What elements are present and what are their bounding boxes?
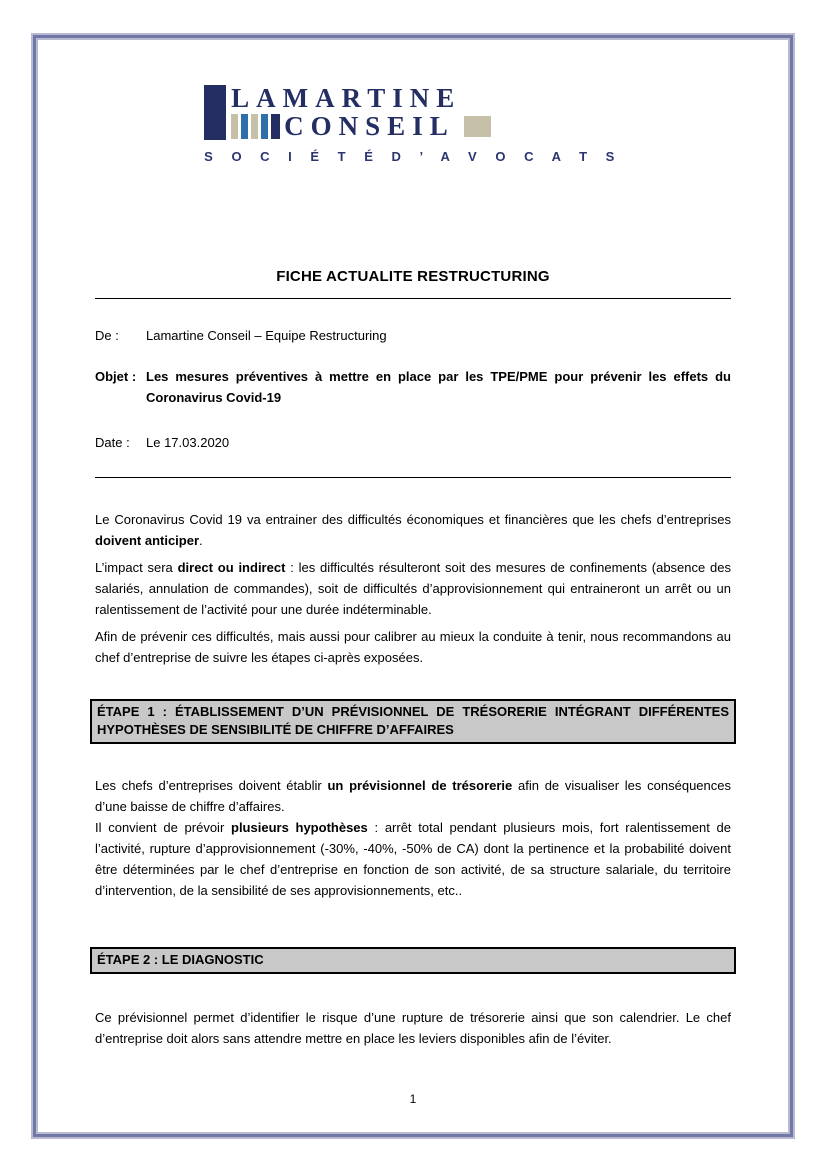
date-value: Le 17.03.2020 bbox=[146, 435, 230, 450]
logo-bar-icon bbox=[251, 114, 258, 139]
logo-bars-icon bbox=[231, 114, 280, 139]
logo-bar-icon bbox=[271, 114, 280, 139]
horizontal-rule bbox=[95, 477, 731, 478]
logo-name-line2: CONSEIL bbox=[284, 111, 455, 141]
date-label: Date : bbox=[95, 435, 130, 450]
logo-square-icon bbox=[464, 116, 491, 137]
paragraph-hypotheses: Il convient de prévoir plusieurs hypothèses : arrêt total pendant plusieurs mois, fort ralentissement de l’activité, rupture d’approvisionnement (-30%, -40%, -50% de CA) dont la pertinence et la probabilité doivent être déterminées par le chef d’entreprise en fonction de son activité, de sa structure salariale, du territoire d’intervention, de la sensibilité de ses approvisionnements, etc.. bbox=[95, 820, 731, 898]
page-border bbox=[33, 35, 793, 1137]
paragraph-impact: L’impact sera direct ou indirect : les difficultés résulteront soit des mesures de confinements (absence des salariés, annulation de commandes), soit de difficultés d’approvisionnement qui entraineront un arrêt ou un ralentissement de l’activité pour une durée indéterminable. bbox=[95, 560, 732, 617]
logo-block-icon bbox=[204, 85, 226, 140]
paragraph-previsionnel: Les chefs d’entreprises doivent établir un prévisionnel de trésorerie afin de visualiser les conséquences d’une baisse de chiffre d’affaires. bbox=[95, 778, 731, 814]
meta-row-subject bbox=[95, 366, 731, 408]
page-number: 1 bbox=[409, 1092, 417, 1106]
from-value: Lamartine Conseil – Equipe Restructuring bbox=[146, 328, 387, 343]
document-content bbox=[36, 38, 790, 1134]
section-header-etape-2: ÉTAPE 2 : LE DIAGNOSTIC bbox=[90, 947, 736, 974]
logo-mark bbox=[204, 85, 622, 140]
paragraph-recommendation: Afin de prévenir ces difficultés, mais aussi pour calibrer au mieux la conduite à tenir, nous recommandons au chef d’entreprise de suivre les étapes ci-après exposées. bbox=[95, 629, 731, 665]
subject-value: Les mesures préventives à mettre en place par les TPE/PME pour prévenir les effets du Coronavirus Covid-19 bbox=[146, 369, 731, 405]
page-title: FICHE ACTUALITE RESTRUCTURING bbox=[276, 268, 550, 285]
logo-bar-icon bbox=[241, 114, 248, 139]
paragraph-diagnostic: Ce prévisionnel permet d’identifier le risque d’une rupture de trésorerie ainsi que son calendrier. Le chef d’entreprise doit alors sans attendre mettre en place les leviers disponibles afin de l’éviter. bbox=[95, 1010, 731, 1046]
horizontal-rule bbox=[95, 298, 731, 299]
subject-label: Objet : bbox=[95, 369, 137, 384]
paragraph-intro: Le Coronavirus Covid 19 va entrainer des difficultés économiques et financières que les chefs d’entreprises doivent anticiper. bbox=[95, 512, 731, 548]
logo-bar-icon bbox=[231, 114, 238, 139]
logo-name-line1: LAMARTINE bbox=[231, 83, 462, 113]
meta-block bbox=[95, 325, 731, 453]
logo-subtitle: S O C I É T É D ’ A V O C A T S bbox=[204, 149, 622, 164]
from-label: De : bbox=[95, 328, 119, 343]
meta-row-date bbox=[95, 432, 731, 453]
logo bbox=[204, 85, 622, 164]
logo-bar-icon bbox=[261, 114, 268, 139]
meta-row-from bbox=[95, 325, 731, 346]
paragraph-block-previsionnel bbox=[95, 775, 731, 901]
section-header-etape-1: ÉTAPE 1 : ÉTABLISSEMENT D’UN PRÉVISIONNEL DE TRÉSORERIE INTÉGRANT DIFFÉRENTES HYPOTHÈSES DE SENSIBILITÉ DE CHIFFRE D’AFFAIRES bbox=[90, 699, 736, 744]
